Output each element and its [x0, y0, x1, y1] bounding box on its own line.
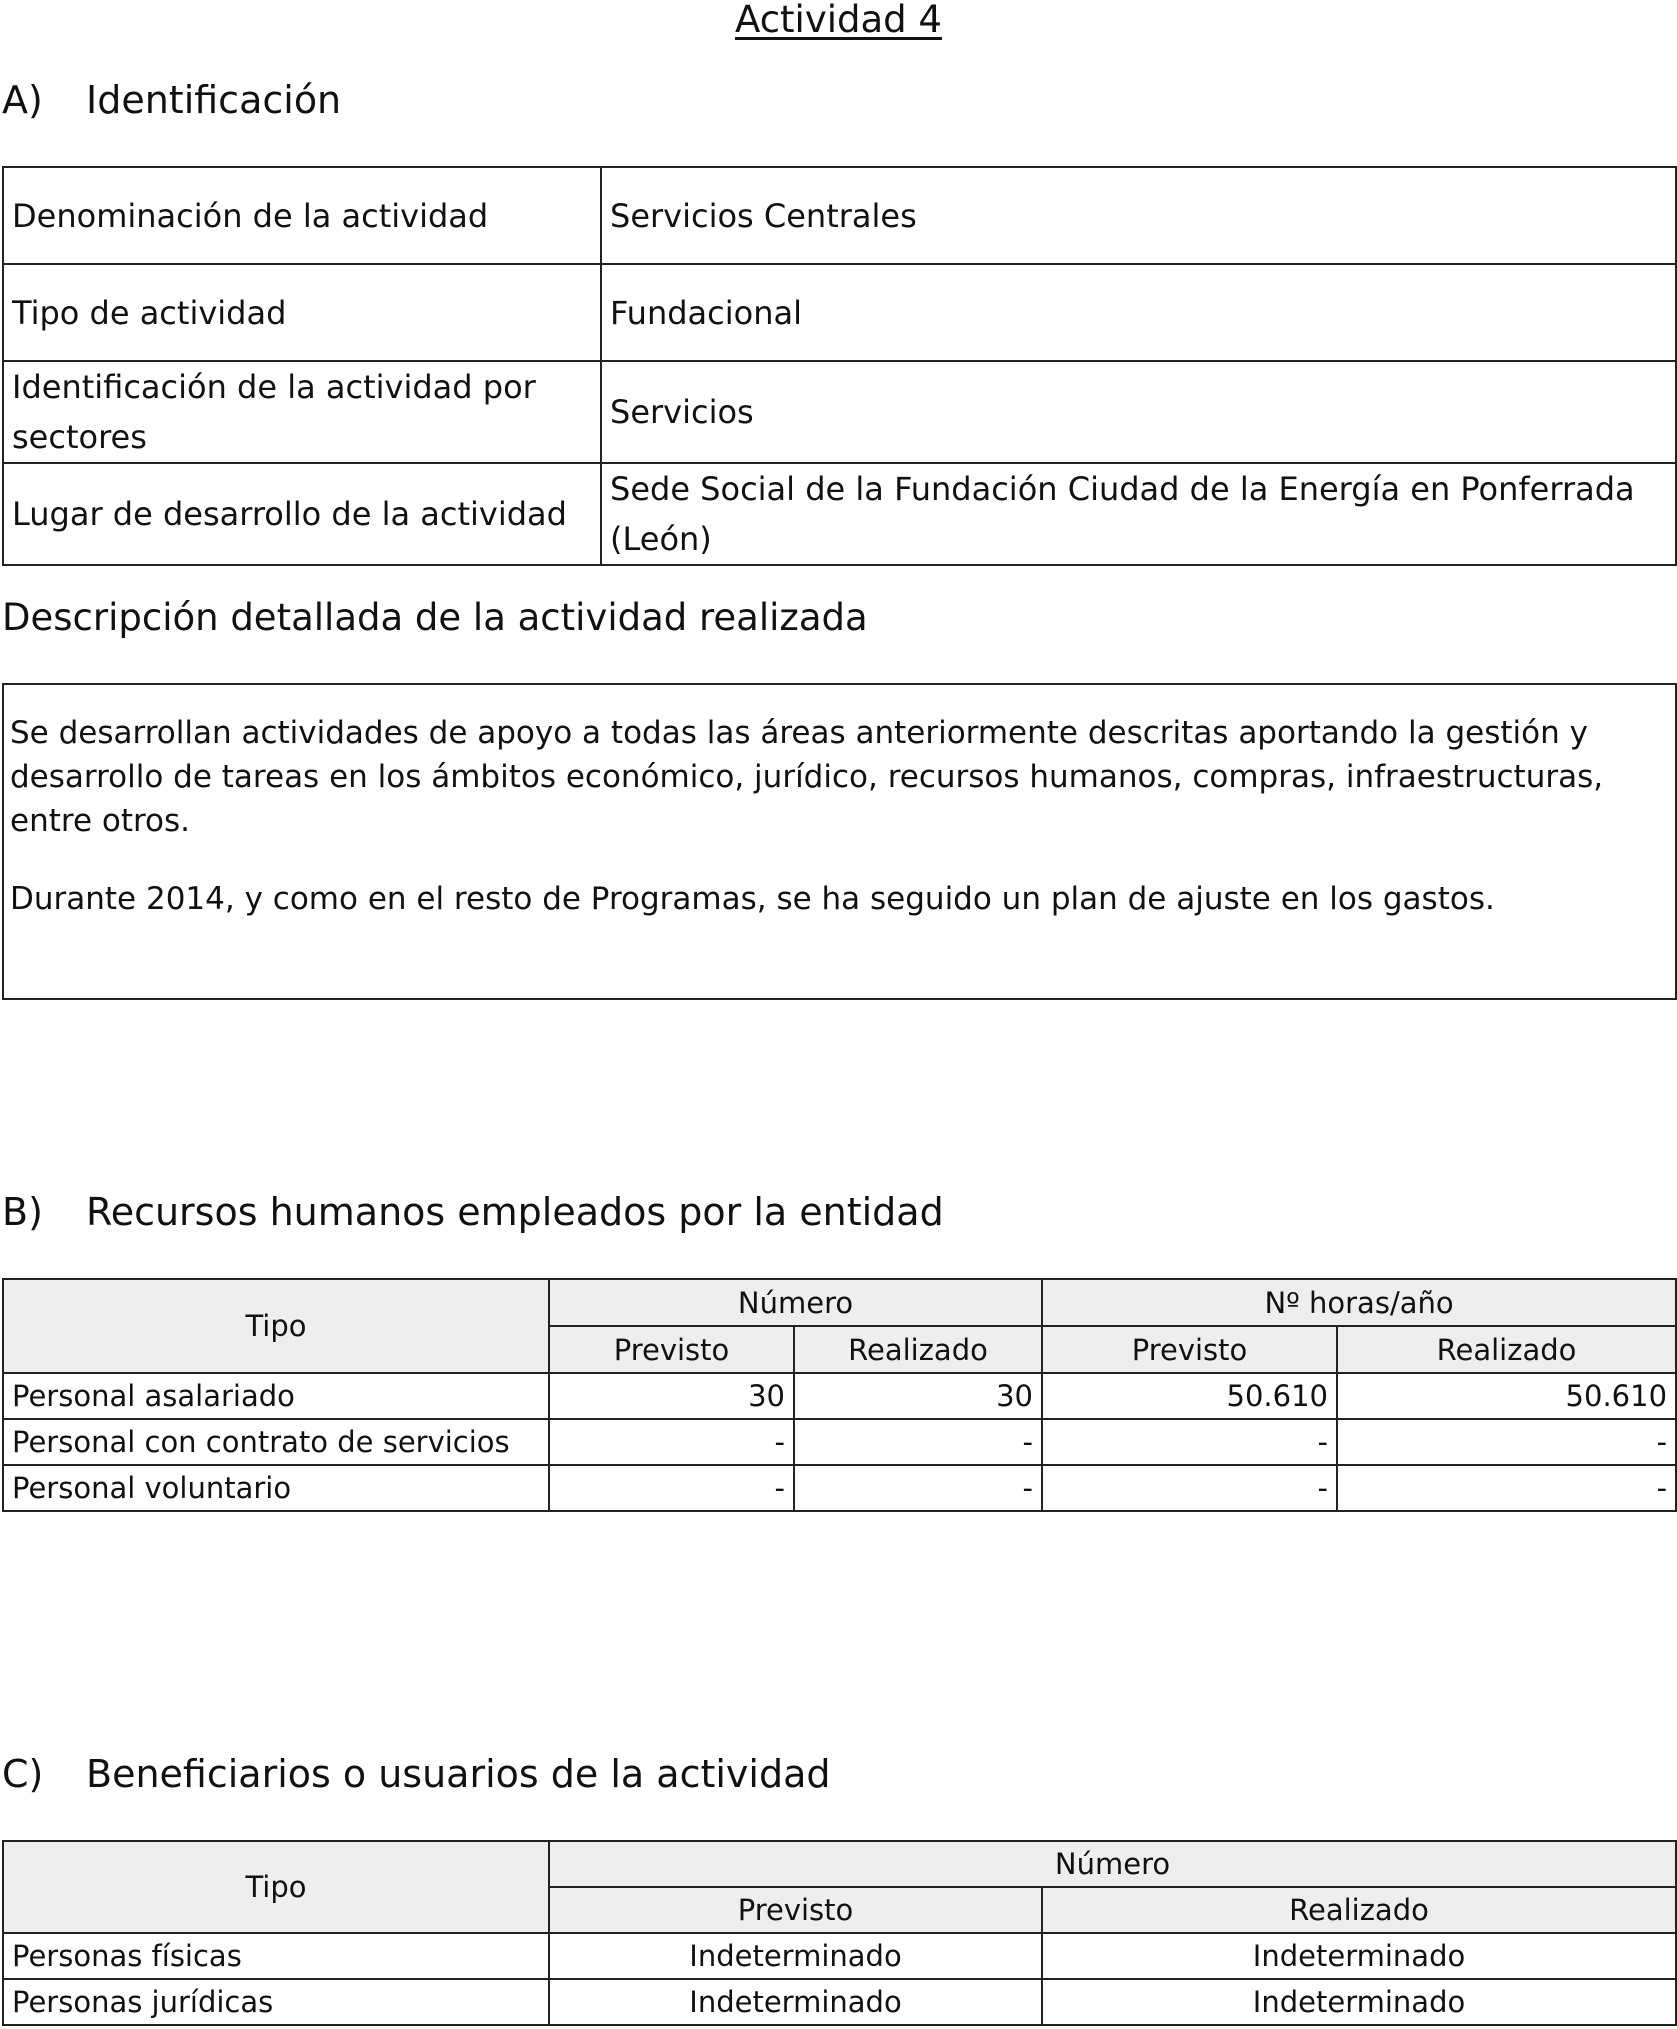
col-header-realizado: Realizado — [1337, 1326, 1676, 1373]
description-heading: Descripción detallada de la actividad realizada — [2, 596, 868, 639]
hr-num-previsto: - — [549, 1465, 794, 1511]
description-paragraph: Se desarrollan actividades de apoyo a todas las áreas anteriormente descritas aportando la gestión y desarrollo de tareas en los ámbitos económico, jurídico, recursos humanos, compras, infraestructuras, entre otros. — [10, 715, 1604, 839]
section-c-heading — [2, 1752, 831, 1796]
hr-horas-previsto: - — [1042, 1465, 1337, 1511]
table-row — [3, 167, 1676, 264]
col-header-previsto: Previsto — [549, 1326, 794, 1373]
table-row — [3, 1465, 1676, 1511]
hr-tipo: Personal voluntario — [3, 1465, 549, 1511]
col-header-previsto: Previsto — [549, 1887, 1042, 1933]
ident-label: Tipo de actividad — [3, 264, 601, 361]
ben-tipo: Personas físicas — [3, 1933, 549, 1979]
hr-horas-previsto: 50.610 — [1042, 1373, 1337, 1419]
page-title: Actividad 4 — [735, 0, 942, 41]
hr-num-previsto: 30 — [549, 1373, 794, 1419]
col-header-realizado: Realizado — [794, 1326, 1042, 1373]
section-a-title: Identificación — [86, 78, 342, 122]
hr-num-previsto: - — [549, 1419, 794, 1465]
ben-previsto: Indeterminado — [549, 1933, 1042, 1979]
hr-tipo: Personal con contrato de servicios — [3, 1419, 549, 1465]
table-row — [3, 361, 1676, 463]
hr-num-realizado: - — [794, 1465, 1042, 1511]
ident-label: Identificación de la actividad por sectores — [3, 361, 601, 463]
col-header-previsto: Previsto — [1042, 1326, 1337, 1373]
ident-value: Servicios Centrales — [601, 167, 1676, 264]
human-resources-table — [2, 1278, 1677, 1512]
col-header-horas: Nº horas/año — [1042, 1279, 1676, 1326]
identification-table — [2, 166, 1677, 566]
col-header-tipo: Tipo — [3, 1841, 549, 1933]
table-row — [3, 264, 1676, 361]
table-header-row — [3, 1279, 1676, 1326]
section-c-title: Beneficiarios o usuarios de la actividad — [86, 1752, 831, 1796]
ident-label: Lugar de desarrollo de la actividad — [3, 463, 601, 565]
hr-horas-previsto: - — [1042, 1419, 1337, 1465]
ident-value: Sede Social de la Fundación Ciudad de la Energía en Ponferrada (León) — [601, 463, 1676, 565]
ben-realizado: Indeterminado — [1042, 1979, 1676, 2025]
table-row — [3, 1419, 1676, 1465]
table-row — [3, 1373, 1676, 1419]
section-b-heading — [2, 1190, 944, 1234]
description-box — [2, 683, 1677, 1000]
ben-previsto: Indeterminado — [549, 1979, 1042, 2025]
description-paragraph: Durante 2014, y como en el resto de Programas, se ha seguido un plan de ajuste en los gastos. — [10, 881, 1495, 917]
col-header-numero: Número — [549, 1841, 1676, 1887]
ben-tipo: Personas jurídicas — [3, 1979, 549, 2025]
hr-num-realizado: - — [794, 1419, 1042, 1465]
ben-realizado: Indeterminado — [1042, 1933, 1676, 1979]
ident-value: Servicios — [601, 361, 1676, 463]
section-a-heading — [2, 78, 341, 122]
table-row — [3, 1979, 1676, 2025]
ident-label: Denominación de la actividad — [3, 167, 601, 264]
section-c-letter: C) — [2, 1752, 44, 1796]
ident-value: Fundacional — [601, 264, 1676, 361]
col-header-numero: Número — [549, 1279, 1042, 1326]
col-header-realizado: Realizado — [1042, 1887, 1676, 1933]
table-row — [3, 463, 1676, 565]
section-b-title: Recursos humanos empleados por la entidad — [86, 1190, 944, 1234]
hr-tipo: Personal asalariado — [3, 1373, 549, 1419]
section-a-letter: A) — [2, 78, 43, 122]
hr-num-realizado: 30 — [794, 1373, 1042, 1419]
table-header-row — [3, 1841, 1676, 1887]
section-b-letter: B) — [2, 1190, 43, 1234]
hr-horas-realizado: - — [1337, 1465, 1676, 1511]
table-row — [3, 1933, 1676, 1979]
col-header-tipo: Tipo — [3, 1279, 549, 1373]
beneficiaries-table — [2, 1840, 1677, 2026]
hr-horas-realizado: - — [1337, 1419, 1676, 1465]
hr-horas-realizado: 50.610 — [1337, 1373, 1676, 1419]
